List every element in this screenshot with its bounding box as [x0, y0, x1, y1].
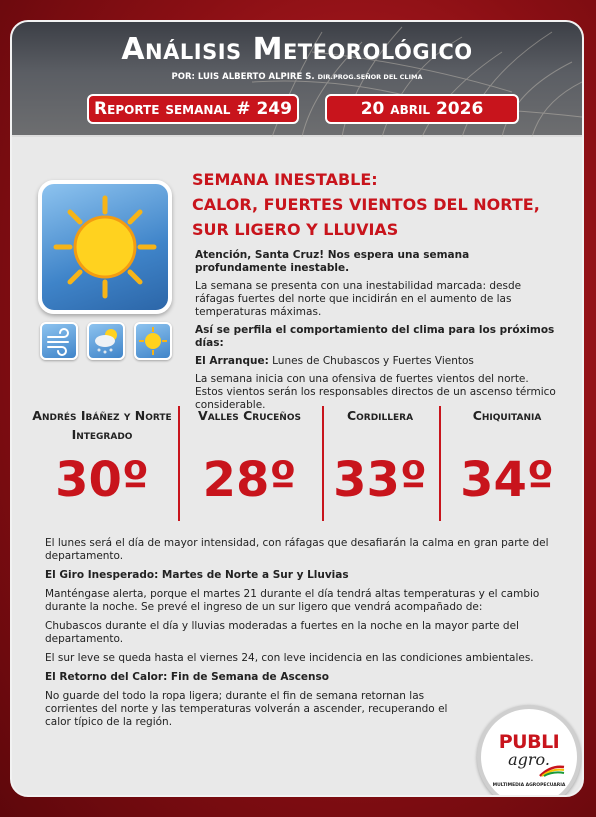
- region-temperature: 30º: [55, 452, 149, 508]
- body-paragraph-3: Chubascos durante el día y lluvias moderadas a fuertes en la noche en la mayor parte del departamento.: [45, 620, 519, 645]
- region-temperature: 33º: [333, 452, 427, 508]
- sun-small-icon: [134, 322, 172, 360]
- headline-line2: CALOR, FUERTES VIENTOS DEL NORTE, SUR LIGERO Y LLUVIAS: [192, 195, 540, 239]
- body-paragraph-2: Manténgase alerta, porque el martes 21 durante el día tendrá altas temperaturas y el cambio durante la noche. Se prevé el ingreso de un sur ligero que vendrá acompañado de:: [45, 588, 540, 613]
- section-heading-tuesday: El Giro Inesperado: Martes de Norte a Sur y Lluvias: [45, 569, 349, 581]
- start-text: Lunes de Chubascos y Fuertes Vientos: [272, 355, 474, 367]
- divider: [439, 406, 441, 521]
- region-name: Andrés Ibáñez y Norte Integrado: [32, 408, 172, 442]
- start-section: [195, 355, 560, 368]
- forecast-body: [45, 537, 565, 735]
- divider: [178, 406, 180, 521]
- regional-temperatures: [32, 406, 572, 524]
- region-chiquitania: [442, 406, 572, 524]
- wind-icon: [40, 322, 78, 360]
- report-card: [10, 20, 584, 797]
- intro-paragraph-2: Así se perfila el comportamiento del clima para los próximos días:: [195, 324, 555, 349]
- header-banner: [12, 22, 582, 137]
- cloud-rain-icon: [87, 322, 125, 360]
- intro-text: [195, 249, 560, 417]
- divider: [322, 406, 324, 521]
- region-cordillera: [325, 406, 435, 524]
- publiagro-logo: [477, 705, 581, 797]
- region-temperature: 34º: [460, 452, 554, 508]
- region-name: Chiquitania: [472, 408, 542, 423]
- intro-paragraph-1: La semana se presenta con una inestabilidad marcada: desde ráfagas fuertes del norte que incidirán en el aumento de las temperaturas máximas.: [195, 280, 522, 318]
- headline: [192, 167, 572, 242]
- byline: [12, 72, 582, 82]
- logo-main-text: PUBLI: [498, 731, 560, 753]
- headline-line1: SEMANA INESTABLE:: [192, 170, 378, 189]
- region-name: Cordillera: [346, 408, 414, 423]
- body-paragraph-5: No guarde del todo la ropa ligera; durante el fin de semana retornan las corrientes del norte y las temperaturas volverán a ascender, recuperando el calor típico de la región.: [45, 690, 448, 728]
- author-name: POR: LUIS ALBERTO ALPIRE S.: [171, 72, 315, 82]
- intro-paragraph-3: La semana inicia con una ofensiva de fuertes vientos del norte. Estos vientos serán los responsables directos de un ascenso térmico considerable.: [195, 373, 556, 411]
- body-paragraph-1: El lunes será el día de mayor intensidad, con ráfagas que desafiarán la calma en gran parte del departamento.: [45, 537, 549, 562]
- logo-sub-text: agro.: [508, 750, 550, 769]
- start-label: El Arranque:: [195, 355, 269, 367]
- sun-icon: [38, 180, 172, 314]
- region-temperature: 28º: [202, 452, 297, 508]
- report-number-badge: Reporte semanal # 249: [87, 94, 299, 124]
- body-paragraph-4: El sur leve se queda hasta el viernes 24, con leve incidencia en las condiciones ambientales.: [45, 652, 534, 664]
- section-heading-weekend: El Retorno del Calor: Fin de Semana de Ascenso: [45, 671, 329, 683]
- logo-tagline: MULTIMEDIA AGROPECUARIA: [492, 783, 566, 788]
- author-role: DIR.PROG.SEÑOR DEL CLIMA: [317, 73, 423, 81]
- report-date-badge: 20 abril 2026: [325, 94, 519, 124]
- logo-swoosh-icon: [539, 765, 565, 777]
- page-title: Análisis Meteorológico: [121, 32, 473, 67]
- region-name: Valles Cruceños: [198, 408, 301, 423]
- region-andres-ibanez: [32, 406, 172, 524]
- alert-paragraph: Atención, Santa Cruz! Nos espera una semana profundamente inestable.: [195, 249, 470, 274]
- region-valles-crucenos: [182, 406, 317, 524]
